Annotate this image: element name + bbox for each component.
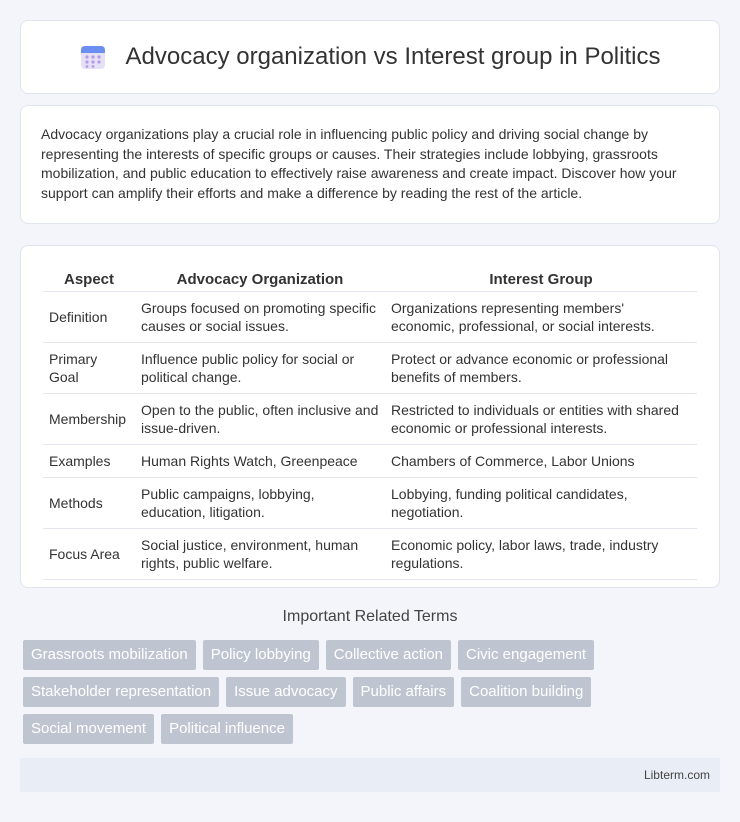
- row-interest: Protect or advance economic or professional benefits of members.: [385, 343, 697, 394]
- row-advocacy: Social justice, environment, human rights, public welfare.: [135, 529, 385, 580]
- header-aspect: Aspect: [43, 264, 135, 292]
- row-interest: Organizations representing members' economic, professional, or social interests.: [385, 292, 697, 343]
- intro-text: Advocacy organizations play a crucial role in influencing public policy and driving social change by representing the interests of specific groups or causes. Their strategies include lobbying, grassroots mobilization, and public education to effectively raise awareness and create impact. Discover how your support can amplify their efforts and make a difference by reading the rest of the article.: [41, 126, 677, 201]
- row-aspect: Methods: [43, 478, 135, 529]
- row-advocacy: Human Rights Watch, Greenpeace: [135, 445, 385, 478]
- row-aspect: Focus Area: [43, 529, 135, 580]
- tag-public-affairs[interactable]: Public affairs: [353, 677, 455, 707]
- tag-coalition-building[interactable]: Coalition building: [461, 677, 591, 707]
- tag-stakeholder-representation[interactable]: Stakeholder representation: [23, 677, 219, 707]
- tag-social-movement[interactable]: Social movement: [23, 714, 154, 744]
- tag-political-influence[interactable]: Political influence: [161, 714, 293, 744]
- row-advocacy: Influence public policy for social or political change.: [135, 343, 385, 394]
- tag-policy-lobbying[interactable]: Policy lobbying: [203, 640, 319, 670]
- header-interest-group: Interest Group: [385, 264, 697, 292]
- row-interest: Economic policy, labor laws, trade, industry regulations.: [385, 529, 697, 580]
- tag-collective-action[interactable]: Collective action: [326, 640, 451, 670]
- row-interest: Restricted to individuals or entities with shared economic or professional interests.: [385, 394, 697, 445]
- table-row: [43, 343, 697, 394]
- row-interest: Lobbying, funding political candidates, negotiation.: [385, 478, 697, 529]
- header-advocacy-organization: Advocacy Organization: [135, 264, 385, 292]
- row-aspect: Primary Goal: [43, 343, 135, 394]
- row-aspect: Definition: [43, 292, 135, 343]
- table-row: [43, 478, 697, 529]
- related-terms-tags: [23, 640, 723, 744]
- table-row: [43, 292, 697, 343]
- related-terms-title: Important Related Terms: [282, 608, 458, 625]
- row-advocacy: Groups focused on promoting specific causes or social issues.: [135, 292, 385, 343]
- footer: [20, 758, 720, 792]
- tag-civic-engagement[interactable]: Civic engagement: [458, 640, 594, 670]
- table-row: [43, 394, 697, 445]
- row-advocacy: Public campaigns, lobbying, education, litigation.: [135, 478, 385, 529]
- page-title: Advocacy organization vs Interest group in Politics: [125, 43, 661, 70]
- calendar-icon: [80, 44, 106, 70]
- table-row: [43, 445, 697, 478]
- tag-grassroots-mobilization[interactable]: Grassroots mobilization: [23, 640, 196, 670]
- table-header-row: [43, 264, 697, 292]
- comparison-table: [43, 264, 697, 580]
- row-aspect: Examples: [43, 445, 135, 478]
- row-aspect: Membership: [43, 394, 135, 445]
- table-row: [43, 529, 697, 580]
- comparison-table-card: [20, 245, 720, 588]
- row-advocacy: Open to the public, often inclusive and issue-driven.: [135, 394, 385, 445]
- intro-card: [20, 105, 720, 224]
- footer-site-link[interactable]: Libterm.com: [643, 768, 710, 782]
- tag-issue-advocacy[interactable]: Issue advocacy: [226, 677, 345, 707]
- header-card: [20, 20, 720, 94]
- row-interest: Chambers of Commerce, Labor Unions: [385, 445, 697, 478]
